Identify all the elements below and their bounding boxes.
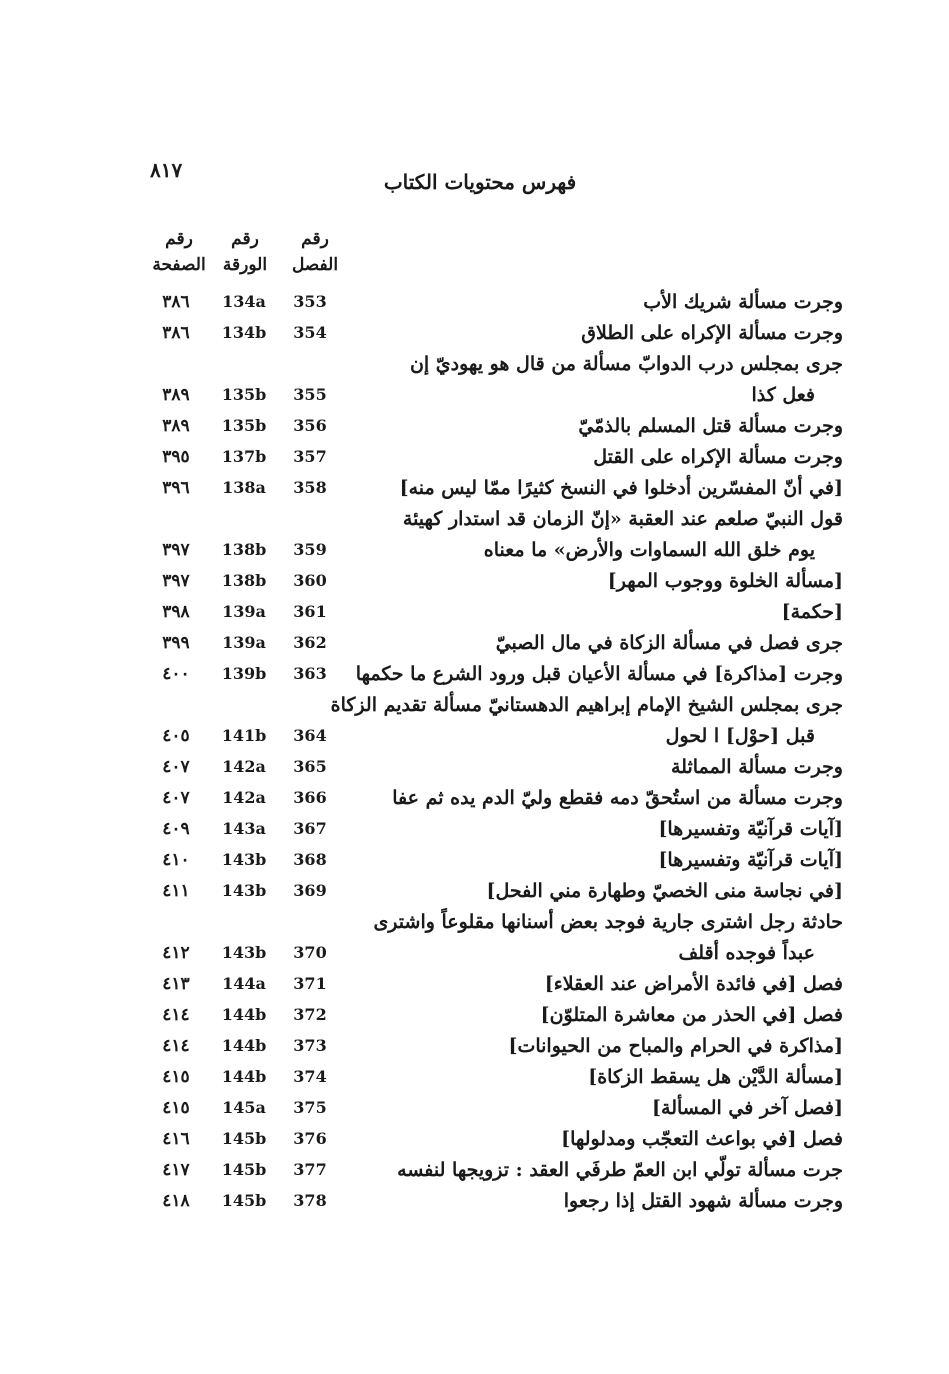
table-row bbox=[0, 907, 949, 938]
column-header-page-line1: رقم bbox=[165, 229, 193, 249]
entry-title: قبل [حوْل] ا لحول bbox=[665, 725, 815, 747]
chapter-number: 353 bbox=[293, 292, 327, 311]
leaf-number: 138a bbox=[222, 478, 266, 497]
chapter-number: 362 bbox=[293, 633, 327, 652]
leaf-number: 139b bbox=[221, 664, 267, 683]
chapter-number: 363 bbox=[293, 664, 327, 683]
table-row bbox=[0, 318, 949, 349]
entry-title: عبداً فوجده أقلف bbox=[678, 942, 815, 964]
entry-title: فصل [في الحذر من معاشرة المتلوّن] bbox=[540, 1004, 843, 1026]
column-header-chapter-line2: الفصل bbox=[291, 255, 339, 275]
column-header-chapter bbox=[270, 226, 360, 278]
table-row bbox=[0, 783, 949, 814]
chapter-number: 359 bbox=[293, 540, 327, 559]
page-ref: ٣٩٥ bbox=[162, 447, 190, 467]
table-row bbox=[0, 597, 949, 628]
leaf-number: 139a bbox=[222, 602, 266, 621]
entry-title: وجرت مسألة شهود القتل إذا رجعوا bbox=[563, 1190, 843, 1212]
entry-title: وجرت مسألة قتل المسلم بالذمّيّ bbox=[578, 415, 843, 437]
table-row bbox=[0, 1155, 949, 1186]
column-header-chapter-line1: رقم bbox=[301, 229, 329, 249]
table-row bbox=[0, 752, 949, 783]
table-row bbox=[0, 411, 949, 442]
page-ref: ٤١٧ bbox=[162, 1160, 190, 1180]
leaf-number: 135b bbox=[221, 416, 267, 435]
entry-title: [حكمة] bbox=[781, 601, 843, 623]
entry-title: [مذاكرة في الحرام والمباح من الحيوانات] bbox=[508, 1035, 843, 1057]
chapter-number: 371 bbox=[293, 974, 327, 993]
leaf-number: 144b bbox=[221, 1036, 267, 1055]
table-row bbox=[0, 1124, 949, 1155]
leaf-number: 141b bbox=[221, 726, 267, 745]
leaf-number: 138b bbox=[221, 571, 267, 590]
page-ref: ٣٨٩ bbox=[162, 385, 190, 405]
table-row bbox=[0, 1000, 949, 1031]
chapter-number: 375 bbox=[293, 1098, 327, 1117]
chapter-number: 361 bbox=[293, 602, 327, 621]
table-row bbox=[0, 287, 949, 318]
entry-title: [مسألة الخلوة ووجوب المهر] bbox=[607, 570, 843, 592]
entry-title: [في نجاسة منى الخصيّ وطهارة مني الفحل] bbox=[486, 880, 843, 902]
entry-title: يوم خلق الله السماوات والأرض» ما معناه bbox=[483, 539, 815, 561]
table-row bbox=[0, 535, 949, 566]
entry-title: جرى بمجلس درب الدوابّ مسألة من قال هو يهوديّ إن bbox=[409, 353, 843, 375]
chapter-number: 369 bbox=[293, 881, 327, 900]
leaf-number: 142a bbox=[222, 788, 266, 807]
table-row bbox=[0, 814, 949, 845]
chapter-number: 358 bbox=[293, 478, 327, 497]
table-row bbox=[0, 845, 949, 876]
table-row bbox=[0, 380, 949, 411]
table-row bbox=[0, 659, 949, 690]
table-row bbox=[0, 628, 949, 659]
column-header-page-line2: الصفحة bbox=[152, 255, 206, 275]
table-row bbox=[0, 1186, 949, 1217]
chapter-number: 370 bbox=[293, 943, 327, 962]
leaf-number: 145b bbox=[221, 1160, 267, 1179]
chapter-number: 355 bbox=[293, 385, 327, 404]
entry-title: فعل كذا bbox=[751, 384, 815, 406]
page-ref: ٣٩٨ bbox=[162, 602, 190, 622]
table-row bbox=[0, 1031, 949, 1062]
page-ref: ٤١٤ bbox=[162, 1036, 190, 1056]
page-ref: ٣٨٦ bbox=[162, 323, 190, 343]
entry-title: [فصل آخر في المسألة] bbox=[652, 1097, 843, 1119]
entry-title: وجرت مسألة المماثلة bbox=[670, 756, 843, 778]
leaf-number: 145b bbox=[221, 1191, 267, 1210]
page-title: فهرس محتويات الكتاب bbox=[383, 170, 577, 194]
column-header-leaf-line1: رقم bbox=[231, 229, 259, 249]
entry-title: وجرت [مذاكرة] في مسألة الأعيان قبل ورود الشرع ما حكمها bbox=[355, 663, 843, 685]
table-row bbox=[0, 690, 949, 721]
leaf-number: 144b bbox=[221, 1067, 267, 1086]
page-ref: ٤١٦ bbox=[162, 1129, 190, 1149]
leaf-number: 143a bbox=[222, 819, 266, 838]
page-ref: ٤١٨ bbox=[162, 1191, 190, 1211]
chapter-number: 372 bbox=[293, 1005, 327, 1024]
entry-title: وجرت مسألة من استُحقّ دمه فقطع وليّ الدم يده ثم عفا bbox=[392, 787, 843, 809]
page-ref: ٤١٢ bbox=[162, 943, 190, 963]
page-ref: ٣٨٩ bbox=[162, 416, 190, 436]
entry-title: جرت مسألة تولّي ابن العمّ طرفَي العقد : تزويجها لنفسه bbox=[397, 1159, 843, 1181]
page-number: ٨١٧ bbox=[150, 158, 183, 182]
chapter-number: 364 bbox=[293, 726, 327, 745]
entry-title: وجرت مسألة شريك الأب bbox=[643, 291, 843, 313]
page-ref: ٤١٣ bbox=[162, 974, 190, 994]
table-row bbox=[0, 504, 949, 535]
page-ref: ٤٠٩ bbox=[162, 819, 190, 839]
leaf-number: 134b bbox=[221, 323, 267, 342]
leaf-number: 135b bbox=[221, 385, 267, 404]
entry-title: فصل [في بواعث التعجّب ومدلولها] bbox=[561, 1128, 843, 1150]
entry-title: جرى بمجلس الشيخ الإمام إبراهيم الدهستانيّ مسألة تقديم الزكاة bbox=[330, 694, 843, 716]
column-header-leaf-line2: الورقة bbox=[222, 255, 268, 275]
page-ref: ٤١٤ bbox=[162, 1005, 190, 1025]
leaf-number: 139a bbox=[222, 633, 266, 652]
table-row bbox=[0, 1093, 949, 1124]
table-row bbox=[0, 442, 949, 473]
entry-title: [آيات قرآنيّة وتفسيرها] bbox=[658, 818, 843, 840]
page-ref: ٤١١ bbox=[162, 881, 190, 901]
chapter-number: 367 bbox=[293, 819, 327, 838]
leaf-number: 144a bbox=[222, 974, 266, 993]
chapter-number: 374 bbox=[293, 1067, 327, 1086]
table-row bbox=[0, 876, 949, 907]
page-ref: ٤١٥ bbox=[162, 1067, 190, 1087]
page-ref: ٣٩٧ bbox=[162, 540, 190, 560]
entry-title: [مسألة الدَّيْن هل يسقط الزكاة] bbox=[588, 1066, 843, 1088]
page-ref: ٣٩٧ bbox=[162, 571, 190, 591]
table-row bbox=[0, 349, 949, 380]
leaf-number: 138b bbox=[221, 540, 267, 559]
page-ref: ٣٩٦ bbox=[162, 478, 190, 498]
chapter-number: 376 bbox=[293, 1129, 327, 1148]
table-row bbox=[0, 1062, 949, 1093]
chapter-number: 366 bbox=[293, 788, 327, 807]
entry-title: وجرت مسألة الإكراه على الطلاق bbox=[581, 322, 843, 344]
entry-title: وجرت مسألة الإكراه على القتل bbox=[593, 446, 843, 468]
leaf-number: 137b bbox=[221, 447, 267, 466]
table-row bbox=[0, 721, 949, 752]
chapter-number: 373 bbox=[293, 1036, 327, 1055]
chapter-number: 368 bbox=[293, 850, 327, 869]
leaf-number: 143b bbox=[221, 943, 267, 962]
entry-title: فصل [في فائدة الأمراض عند العقلاء] bbox=[544, 973, 843, 995]
page-ref: ٤٠٧ bbox=[162, 757, 190, 777]
chapter-number: 356 bbox=[293, 416, 327, 435]
leaf-number: 142a bbox=[222, 757, 266, 776]
table-row bbox=[0, 969, 949, 1000]
chapter-number: 377 bbox=[293, 1160, 327, 1179]
chapter-number: 365 bbox=[293, 757, 327, 776]
page-ref: ٤١٠ bbox=[162, 850, 190, 870]
entry-title: قول النبيّ صلعم عند العقبة «إنّ الزمان قد استدار كهيئة bbox=[402, 508, 843, 530]
page-ref: ٣٩٩ bbox=[162, 633, 190, 653]
table-row bbox=[0, 566, 949, 597]
page-ref: ٤٠٠ bbox=[162, 664, 190, 684]
chapter-number: 357 bbox=[293, 447, 327, 466]
entry-title: جرى فصل في مسألة الزكاة في مال الصبيّ bbox=[495, 632, 843, 654]
chapter-number: 360 bbox=[293, 571, 327, 590]
leaf-number: 143b bbox=[221, 850, 267, 869]
page-ref: ٤٠٥ bbox=[162, 726, 190, 746]
entry-title: [آيات قرآنيّة وتفسيرها] bbox=[658, 849, 843, 871]
chapter-number: 378 bbox=[293, 1191, 327, 1210]
entry-title: حادثة رجل اشترى جارية فوجد بعض أسنانها مقلوعاً واشترى bbox=[373, 911, 843, 933]
leaf-number: 145b bbox=[221, 1129, 267, 1148]
page-ref: ٣٨٦ bbox=[162, 292, 190, 312]
leaf-number: 134a bbox=[222, 292, 266, 311]
page-ref: ٤١٥ bbox=[162, 1098, 190, 1118]
leaf-number: 143b bbox=[221, 881, 267, 900]
page-ref: ٤٠٧ bbox=[162, 788, 190, 808]
leaf-number: 145a bbox=[222, 1098, 266, 1117]
entry-title: [في أنّ المفسّرين أدخلوا في النسخ كثيرًا ممّا ليس منه] bbox=[399, 477, 843, 499]
chapter-number: 354 bbox=[293, 323, 327, 342]
leaf-number: 144b bbox=[221, 1005, 267, 1024]
table-row bbox=[0, 473, 949, 504]
table-row bbox=[0, 938, 949, 969]
